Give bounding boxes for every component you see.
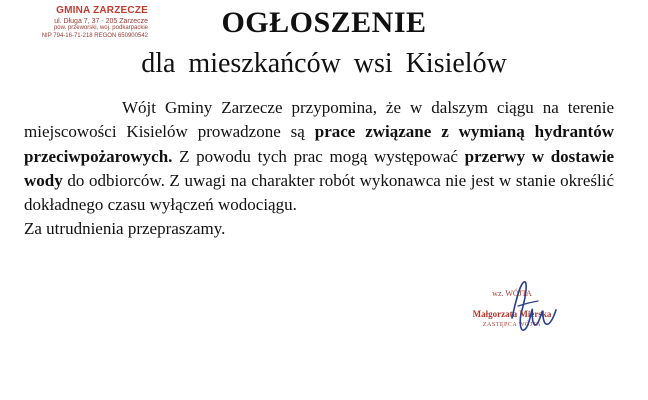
notice-subtitle: dla mieszkańców wsi Kisielów — [141, 48, 507, 79]
notice-closing: Za utrudnienia przepraszamy. — [24, 219, 226, 239]
notice-paragraph — [24, 96, 614, 217]
stamp-org-name: GMINA ZARZECZE — [56, 5, 148, 16]
notice-text-1: Wójt Gminy Zarzecze przypomina, że w dalszym ciągu na terenie miejscowości Kisielów prowadzone są — [24, 98, 614, 142]
notice-bold-works: prace związane z wymianą hydrantów przeciwpożarowych. — [24, 122, 614, 166]
notice-bold-interruptions: przerwy w dostawie wody — [24, 146, 615, 190]
stamp-ids: NIP 794-16-71-218 REGON 650900542 — [41, 33, 148, 40]
signature-block — [448, 288, 576, 338]
signature-name: Małgorzata Mierska — [472, 309, 552, 319]
notice-text-3: do odbiorców. Z uwagi na charakter robót wykonawca nie jest w stanie określić dokładnego czasu wyłączeń wodociągu. — [24, 170, 614, 215]
stamp-address: ul. Długa 7, 37 - 205 Zarzecze — [54, 17, 148, 25]
handwritten-signature-icon — [498, 280, 558, 340]
signature-role: wz. WÓJTA — [492, 289, 532, 298]
notice-body — [24, 96, 614, 242]
notice-title: OGŁOSZENIE — [221, 6, 427, 39]
stamp-region: pow. przeworski, woj. podkarpackie — [53, 24, 148, 31]
signature-deputy-label: ZASTĘPCA WÓJTA — [482, 322, 542, 328]
notice-text-2: Z powodu tych prac mogą występować — [172, 146, 465, 166]
